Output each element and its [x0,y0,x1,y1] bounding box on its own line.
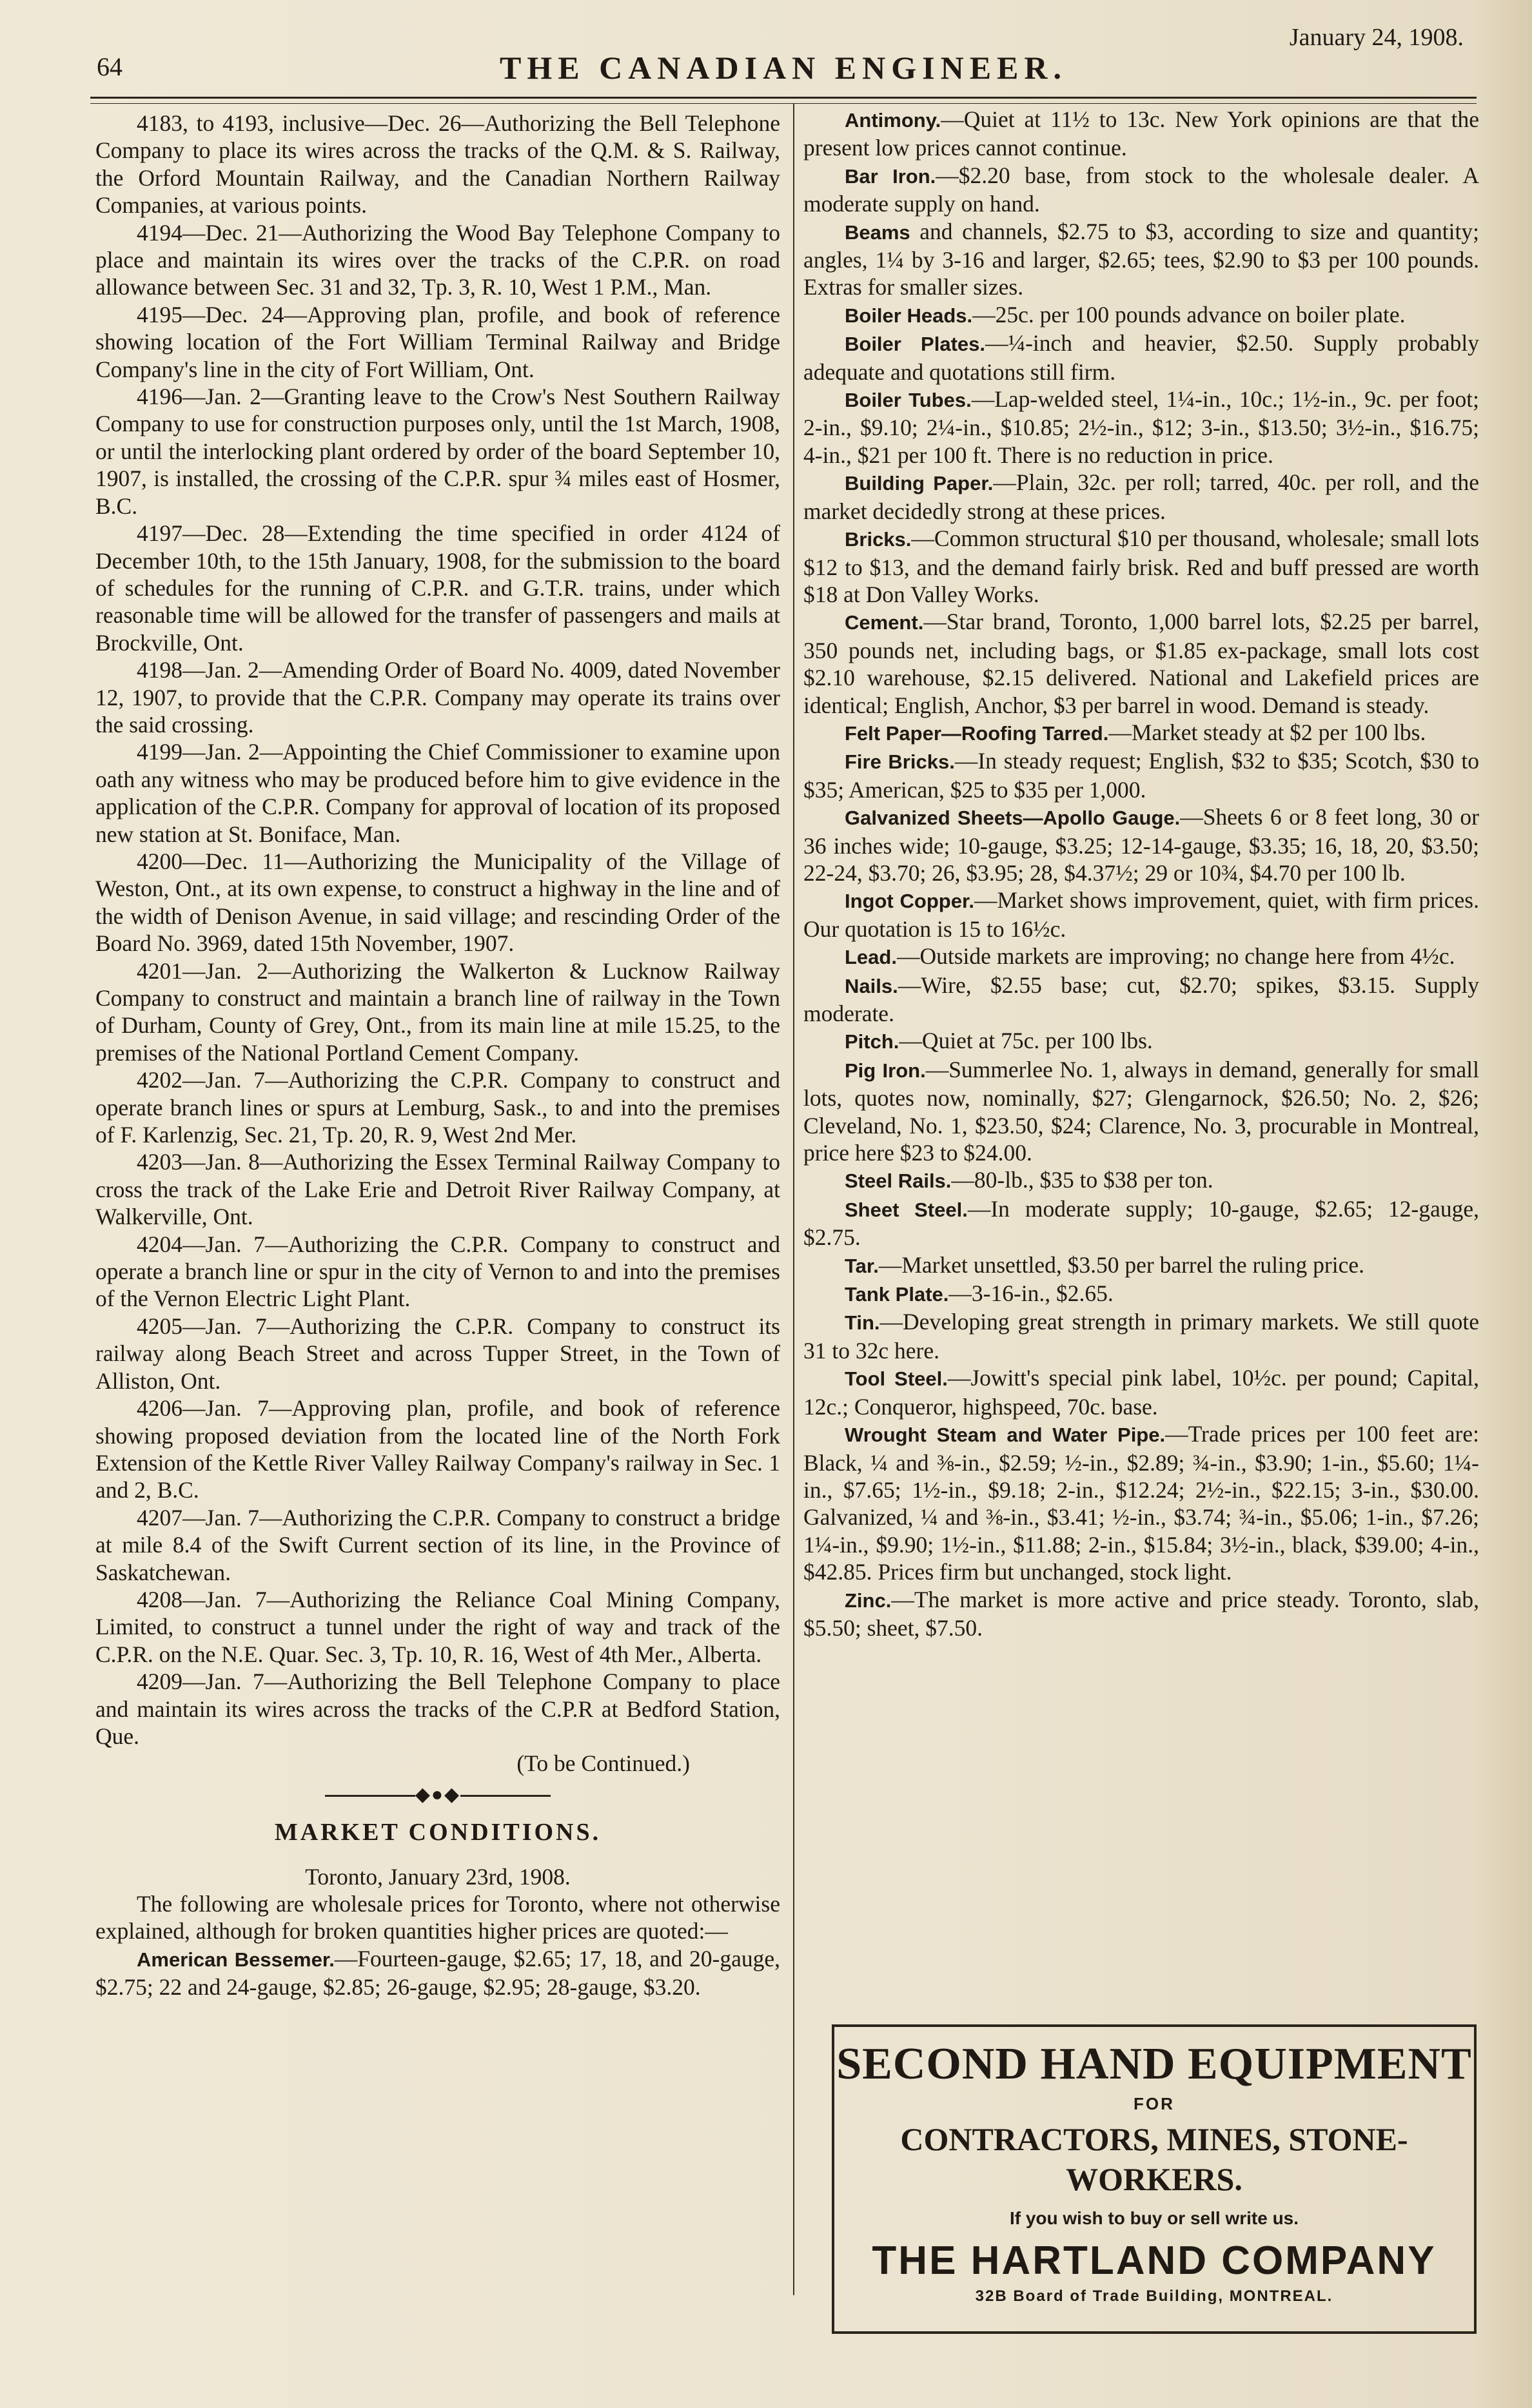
market-item [803,1586,1479,1642]
market-item-name: Boiler Plates. [845,333,985,356]
market-item-name: Lead. [845,946,897,969]
market-item-name: Steel Rails. [845,1170,952,1193]
market-item-name: Beams [845,220,910,244]
market-item [803,943,1479,971]
market-item-name: Tank Plate. [845,1283,949,1306]
market-item [803,386,1479,469]
market-item-text: —3-16-in., $2.65. [948,1280,1114,1307]
market-item-name: Bar Iron. [845,164,936,188]
market-item [803,1056,1479,1167]
market-item [803,1027,1479,1055]
market-item-name: Ingot Copper. [845,890,974,913]
market-item-name: Pitch. [845,1030,899,1053]
ad-for: FOR [1134,2094,1175,2113]
market-intro: The following are wholesale prices for Toronto, where not otherwise explained, although for broken quantities higher prices are quoted:— [95,1891,780,1944]
order-paragraph: 4194—Dec. 21—Authorizing the Wood Bay Telephone Company to place and maintain its wires over the tracks of the C.P.R. on road allowance between Sec. 31 and 32, Tp. 3, R. 10, West 1 P.M., Man. [95,219,780,300]
market-item [803,106,1479,162]
market-item-text: —Lap-welded steel, 1¼-in., 10c.; 1½-in., 9c. per foot; 2-in., $9.10; 2¼-in., $10.85; 2½-in., $12; 3-in., $13.50; 3½-in., $16.75; 4-in., $21 per 100 ft. There is no reduction in price. [803,386,1480,468]
market-item [803,747,1479,803]
market-item-text: —¼-inch and heavier, $2.50. Supply probably adequate and quotations still firm. [803,330,1479,385]
market-item-name: Pig Iron. [845,1059,926,1082]
market-item [803,469,1479,525]
market-item-name: Nails. [845,974,898,997]
market-item-name: Sheet Steel. [845,1198,968,1221]
order-paragraph: 4205—Jan. 7—Authorizing the C.P.R. Company to construct its railway along Beach Street and across Tupper Street, in the Town of Alliston, Ont. [95,1313,780,1394]
market-item [803,301,1479,329]
market-item-text: —Market shows improvement, quiet, with firm prices. Our quotation is 15 to 16½c. [803,887,1479,942]
ad-address: 32B Board of Trade Building, MONTREAL. [975,2287,1333,2305]
market-item-text: —Star brand, Toronto, 1,000 barrel lots, $2.25 per barrel, 350 pounds net, including bags, or $1.85 ex-package, small lots cost $2.10 warehouse, $2.15 delivered. National and Lakefield prices are identical; English, Anchor, $3 per barrel in wood. Demand is steady. [803,609,1479,718]
order-paragraph: 4200—Dec. 11—Authorizing the Municipality of the Village of Weston, Ont., at its own expense, to construct a highway in the line and of the width of Denison Avenue, in said village; and rescinding Order of the Board No. 3969, dated 15th November, 1907. [95,848,780,957]
market-item-text: —Fourteen-gauge, $2.65; 17, 18, and 20-gauge, $2.75; 22 and 24-gauge, $2.85; 26-gauge, $2.95; 28-gauge, $3.20. [95,1945,780,2001]
market-item-text: —Jowitt's special pink label, 10½c. per pound; Capital, 12c.; Conqueror, highspeed, 70c. base. [803,1365,1479,1420]
market-item-name: American Bessemer. [137,1948,335,1971]
market-item-text: —In steady request; English, $32 to $35; Scotch, $30 to $35; American, $25 to $35 per 1,000. [803,748,1479,803]
market-item [803,525,1479,608]
ad-headline: SECOND HAND EQUIPMENT [836,2039,1472,2089]
market-item-name: Boiler Heads. [845,304,973,327]
market-item-text: —Summerlee No. 1, always in demand, generally for small lots, quotes now, nominally, $27; Glengarnock, $26.50; No. 2, $26; Cleveland, No. 1, $23.50, $24; Clarence, No. 3, procurable in Montreal, price here $23 to $24.00. [803,1056,1479,1166]
market-item-text: —In moderate supply; 10-gauge, $2.65; 12-gauge, $2.75. [803,1195,1479,1251]
market-item-text: —Plain, 32c. per roll; tarred, 40c. per roll, and the market decidedly strong at these prices. [803,469,1479,524]
order-paragraph: 4198—Jan. 2—Amending Order of Board No. 4009, dated November 12, 1907, to provide that the C.P.R. Company may operate its trains over the said crossing. [95,657,780,738]
market-item-text: and channels, $2.75 to $3, according to size and quantity; angles, 1¼ by 3-16 and larger, $2.65; tees, $2.90 to $3 per 100 pounds. Extras for smaller sizes. [803,218,1479,300]
order-paragraph: 4183, to 4193, inclusive—Dec. 26—Authorizing the Bell Telephone Company to place its wires across the tracks of the Q.M. & S. Railway, the Orford Mountain Railway, and the Canadian Northern Railway Companies, at various points. [95,110,780,219]
market-item [95,1945,780,2001]
market-item-text: —$2.20 base, from stock to the wholesale dealer. A moderate supply on hand. [803,162,1479,217]
market-item-name: Tool Steel. [845,1367,948,1391]
header-rule [90,97,1477,99]
page-header [90,23,1477,94]
ad-audience: CONTRACTORS, MINES, STONE-WORKERS. [900,2121,1408,2197]
market-item [803,329,1479,386]
market-item-name: Boiler Tubes. [845,389,972,412]
market-item [803,1308,1479,1364]
market-item-name: Wrought Steam and Water Pipe. [845,1424,1166,1447]
market-item [803,1420,1479,1585]
order-paragraph: 4207—Jan. 7—Authorizing the C.P.R. Company to construct a bridge at mile 8.4 of the Swift Current section of its line, in the Province of Saskatchewan. [95,1504,780,1585]
order-paragraph: 4203—Jan. 8—Authorizing the Essex Terminal Railway Company to cross the track of the Lake Erie and Detroit River Railway Company, at Walkerville, Ont. [95,1149,780,1230]
market-item-name: Zinc. [845,1589,892,1612]
left-column [95,103,780,2001]
order-paragraph: 4195—Dec. 24—Approving plan, profile, and book of reference showing location of the Fort William Terminal Railway and Bridge Company's line in the city of Fort William, Ont. [95,301,780,382]
market-item [803,719,1479,747]
section-ornament: ◆●◆ [95,1781,780,1808]
column-divider [793,103,794,2295]
market-item-text: —Developing great strength in primary markets. We still quote 31 to 32c here. [803,1309,1479,1364]
market-item-text: —80-lb., $35 to $38 per ton. [951,1167,1213,1193]
advertisement-box [832,2024,1477,2334]
market-item-text: —Common structural $10 per thousand, wholesale; small lots $12 to $13, and the demand fairly brisk. Red and buff pressed are worth $18 at Don Valley Works. [803,525,1479,607]
market-item-name: Bricks. [845,528,912,551]
page-number: 64 [97,52,123,81]
market-item-name: Galvanized Sheets—Apollo Gauge. [845,807,1181,830]
market-item [803,886,1479,943]
journal-title: THE CANADIAN ENGINEER. [499,50,1068,86]
market-item-text: —25c. per 100 pounds advance on boiler plate. [972,301,1406,328]
market-item [803,162,1479,218]
continued-note: (To be Continued.) [516,1750,690,1777]
market-item-name: Felt Paper—Roofing Tarred. [845,721,1109,745]
market-item-name: Tar. [845,1254,879,1277]
market-item-name: Cement. [845,611,924,634]
order-paragraph: 4202—Jan. 7—Authorizing the C.P.R. Company to construct and operate branch lines or spurs at Lemburg, Sask., to and into the premises of F. Karlenzig, Sec. 21, Tp. 20, R. 9, West 2nd Mer. [95,1067,780,1148]
market-item [803,1280,1479,1308]
market-item [803,1195,1479,1251]
order-paragraph: 4197—Dec. 28—Extending the time specified in order 4124 of December 10th, to the 15th January, 1908, for the submission to the board of schedules for the running of C.P.R. and G.T.R. trains, under which reasonable time will be allowed for the transfer of passengers and mails at Brockville, Ont. [95,520,780,656]
market-item-text: —The market is more active and price steady. Toronto, slab, $5.50; sheet, $7.50. [803,1586,1479,1641]
order-paragraph: 4199—Jan. 2—Appointing the Chief Commissioner to examine upon oath any witness who may be produced before him to give evidence in the application of the C.P.R. Company for approval of location of its proposed new station at St. Boniface, Man. [95,739,780,847]
order-paragraph: 4196—Jan. 2—Granting leave to the Crow's Nest Southern Railway Company to use for construction purposes only, until the 1st March, 1908, or until the interlocking plant ordered by order of the board September 10, 1907, is installed, the crossing of the C.P.R. spur ¾ miles east of Hosmer, B.C. [95,384,780,519]
market-item [803,218,1479,301]
market-item [803,972,1479,1028]
market-item-text: —Wire, $2.55 base; cut, $2.70; spikes, $3.15. Supply moderate. [803,972,1479,1026]
market-item-name: Antimony. [845,109,941,132]
order-paragraph: 4204—Jan. 7—Authorizing the C.P.R. Company to construct and operate a branch line or spur in the city of Vernon to and into the premises of the Vernon Electric Light Plant. [95,1231,780,1312]
market-item [803,1166,1479,1195]
market-item-text: —Trade prices per 100 feet are: Black, ¼ and ⅜-in., $2.59; ½-in., $2.89; ¾-in., $3.90; 1-in., $5.60; 1¼-in., $7.65; 1½-in., $9.18; 2-in., $12.24; 2½-in., $22.15; 3-in., $30.00. Galvanized, ¼ and ⅜-in., $3.41; ½-in., $3.74; ¾-in., $5.06; 1-in., $7.26; 1¼-in., $9.90; 1½-in., $11.88; 2-in., $15.84; 3½-in., black, $39.00; 4-in., $42.85. Prices firm but unchanged, stock light. [803,1421,1479,1585]
market-item-text: —Market unsettled, $3.50 per barrel the ruling price. [878,1251,1364,1278]
order-paragraph: 4208—Jan. 7—Authorizing the Reliance Coal Mining Company, Limited, to construct a tunnel under the right of way and track of the C.P.R. on the N.E. Quar. Sec. 3, Tp. 10, R. 16, West of 4th Mer., Alberta. [95,1586,780,1667]
market-item [803,608,1479,719]
ad-company: THE HARTLAND COMPANY [872,2238,1437,2283]
market-item-name: Building Paper. [845,472,994,495]
market-heading: MARKET CONDITIONS. [274,1819,602,1846]
ad-call-to-action: If you wish to buy or sell write us. [1009,2208,1299,2228]
market-item [803,803,1479,886]
market-item-text: —Sheets 6 or 8 feet long, 30 or 36 inches wide; 10-gauge, $3.25; 12-14-gauge, $3.35; 16, 18, 20, $3.50; 22-24, $3.70; 26, $3.95; 28, $4.37½; 29 or 10¾, $4.70 per 100 lb. [803,804,1479,886]
market-item-name: Fire Bricks. [845,750,955,774]
order-paragraph: 4206—Jan. 7—Approving plan, profile, and book of reference showing proposed deviation from the located line of the North Fork Extension of the Kettle River Valley Railway Company's railway in Sec. 1 and 2, B.C. [95,1395,780,1503]
market-item-text: —Quiet at 11½ to 13c. New York opinions are that the present low prices cannot continue. [803,106,1479,161]
issue-date: January 24, 1908. [1289,24,1464,51]
market-item-name: Tin. [845,1311,880,1335]
market-dateline: Toronto, January 23rd, 1908. [305,1863,571,1890]
market-item [803,1251,1479,1280]
market-item-text: —Outside markets are improving; no change here from 4½c. [896,943,1455,970]
market-item-text: —Quiet at 75c. per 100 lbs. [899,1028,1153,1054]
order-paragraph: 4201—Jan. 2—Authorizing the Walkerton & Lucknow Railway Company to construct and maintain a branch line of railway in the Town of Durham, County of Grey, Ont., from its main line at mile 15.25, to the premises of the National Portland Cement Company. [95,957,780,1066]
order-paragraph: 4209—Jan. 7—Authorizing the Bell Telephone Company to place and maintain its wires across the tracks of the C.P.R at Bedford Station, Que. [95,1669,780,1749]
market-item [803,1364,1479,1420]
market-item-text: —Market steady at $2 per 100 lbs. [1108,719,1426,745]
right-column [803,103,1479,1641]
